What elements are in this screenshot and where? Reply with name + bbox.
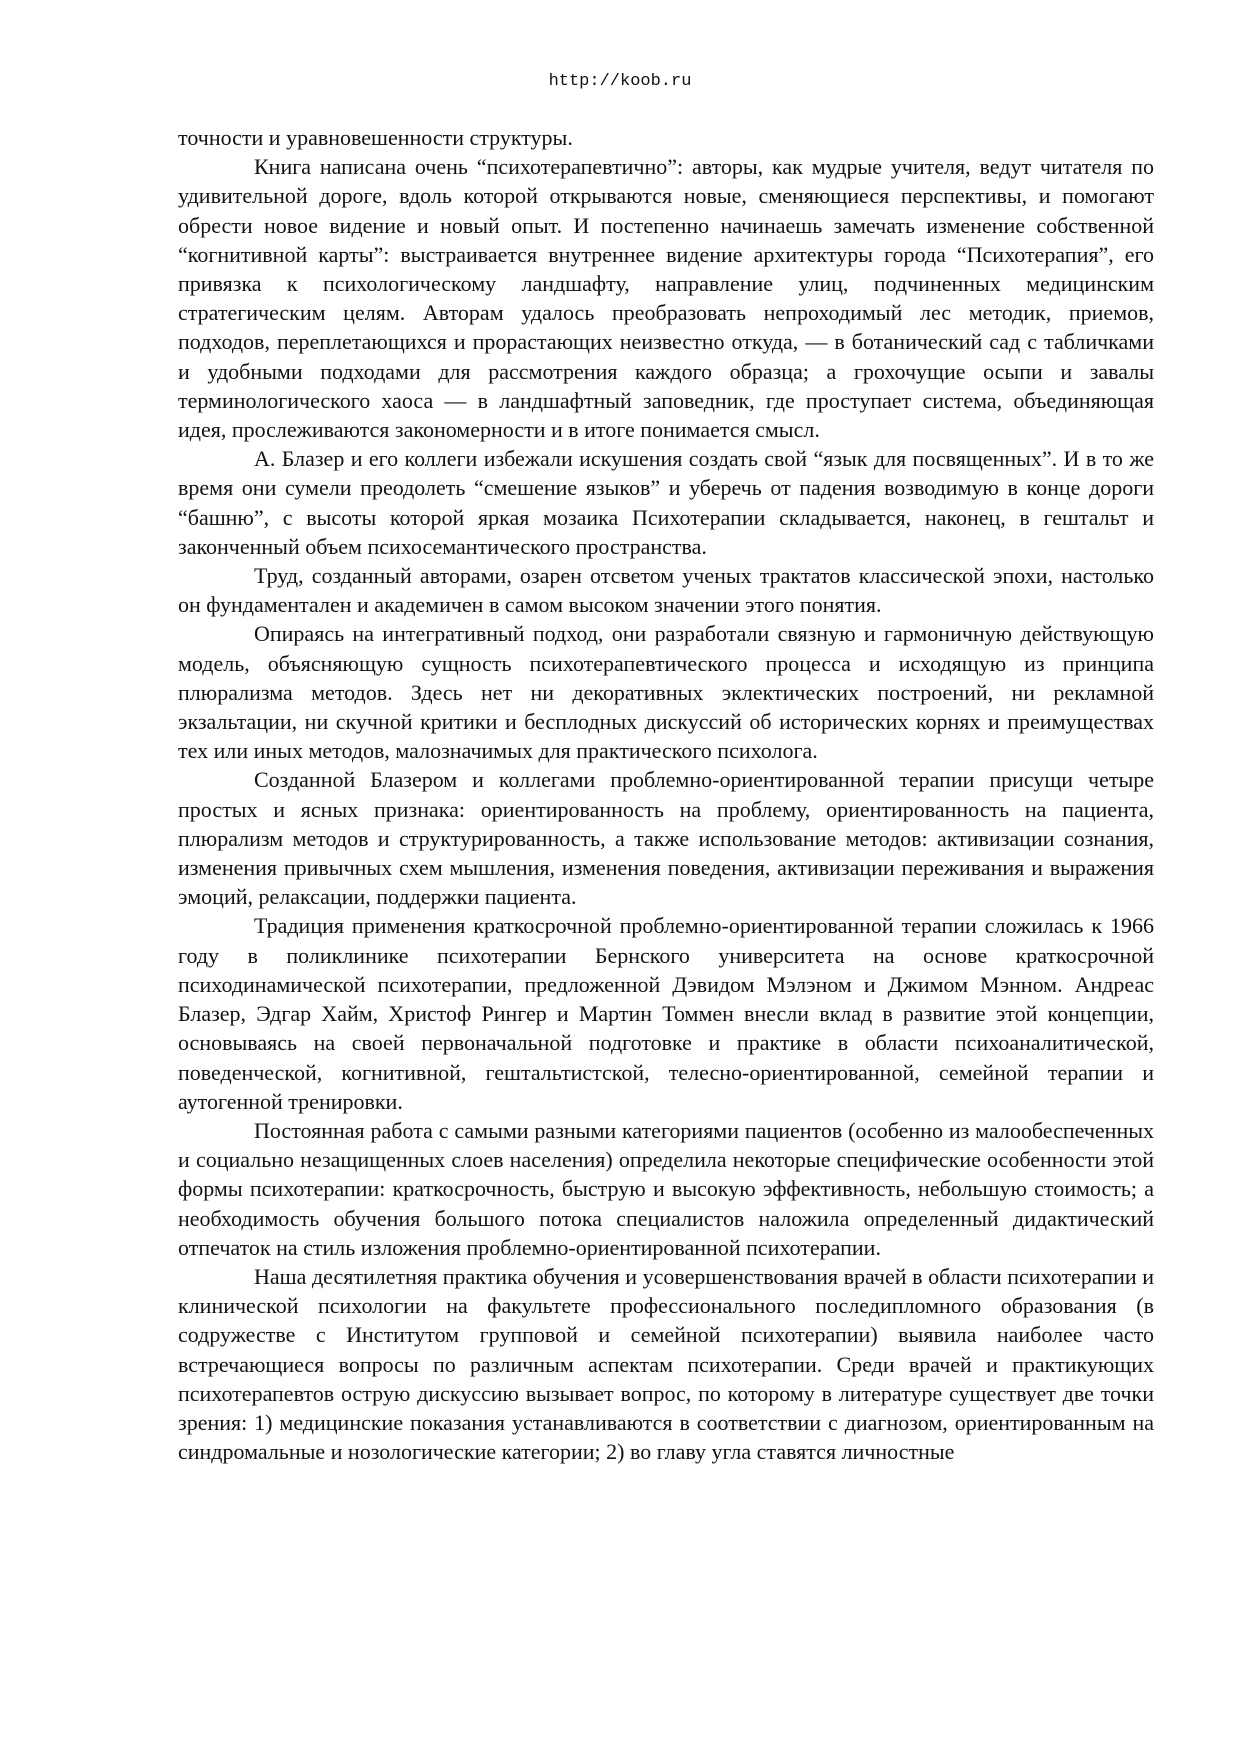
header-url: http://koob.ru — [548, 72, 692, 91]
document-body — [178, 123, 1154, 1466]
paragraph: Постоянная работа с самыми разными категориями пациентов (особенно из малообеспеченных и социально незащищенных слоев населения) определила некоторые специфические особенности этой формы психотерапии: краткосрочность, быструю и высокую эффективность, небольшую стоимость; а необходимость обучения большого потока специалистов наложила определенный дидактический отпечаток на стиль изложения проблемно-ориентированной психотерапии. — [178, 1117, 1154, 1260]
paragraph: Созданной Блазером и коллегами проблемно-ориентированной терапии присущи четыре простых и ясных признака: ориентированность на проблему, ориентированность на пациента, плюрализм методов и структурированность, а также использование методов: активизации сознания, изменения привычных схем мышления, изменения поведения, активизации переживания и выражения эмоций, релаксации, поддержки пациента. — [178, 767, 1154, 910]
paragraph-continuation: точности и уравновешенности структуры. — [178, 125, 573, 150]
paragraph: Опираясь на интегративный подход, они разработали связную и гармоничную действующую модель, объясняющую сущность психотерапевтического процесса и исходящую из принципа плюрализма методов. Здесь нет ни декоративных эклектических построений, ни рекламной экзальтации, ни скучной критики и бесплодных дискуссий об исторических корнях и преимуществах тех или иных методов, малозначимых для практического психолога. — [178, 621, 1154, 764]
paragraph: Труд, созданный авторами, озарен отсветом ученых трактатов классической эпохи, настолько он фундаментален и академичен в самом высоком значении этого понятия. — [178, 563, 1154, 618]
paragraph: Книга написана очень “психотерапевтично”: авторы, как мудрые учителя, ведут читателя по удивительной дороге, вдоль которой открываются новые, сменяющиеся перспективы, и помогают обрести новое видение и новый опыт. И постепенно начинаешь замечать изменение собственной “когнитивной карты”: выстраивается внутреннее видение архитектуры города “Психотерапия”, его привязка к психологическому ландшафту, направление улиц, подчиненных медицинским стратегическим целям. Авторам удалось преобразовать непроходимый лес методик, приемов, подходов, переплетающихся и прорастающих неизвестно откуда, — в ботанический сад с табличками и удобными подходами для рассмотрения каждого образца; а грохочущие осыпи и завалы терминологического хаоса — в ландшафтный заповедник, где проступает система, объединяющая идея, прослеживаются закономерности и в итоге понимается смысл. — [178, 154, 1154, 443]
paragraph: Наша десятилетняя практика обучения и усовершенствования врачей в области психотерапии и клинической психологии на факультете профессионального последипломного образования (в содружестве с Институтом групповой и семейной психотерапии) выявила наиболее часто встречающиеся вопросы по различным аспектам психотерапии. Среди врачей и практикующих психотерапевтов острую дискуссию вызывает вопрос, по которому в литературе существует две точки зрения: 1) медицинские показания устанавливаются в соответствии с диагнозом, ориентированным на синдромальные и нозологические категории; 2) во главу угла ставятся личностные — [178, 1263, 1154, 1465]
paragraph: А. Блазер и его коллеги избежали искушения создать свой “язык для посвященных”. И в то же время они сумели преодолеть “смешение языков” и уберечь от падения возводимую в конце дороги “башню”, с высоты которой яркая мозаика Психотерапии складывается, наконец, в гештальт и законченный объем психосемантического пространства. — [178, 446, 1154, 559]
paragraph: Традиция применения краткосрочной проблемно-ориентированной терапии сложилась к 1966 году в поликлинике психотерапии Бернского университета на основе краткосрочной психодинамической психотерапии, предложенной Дэвидом Мэлэном и Джимом Мэнном. Андреас Блазер, Эдгар Хайм, Христоф Рингер и Мартин Томмен внесли вклад в развитие этой концепции, основываясь на своей первоначальной подготовке и практике в области психоаналитической, поведенческой, когнитивной, гештальтистской, телесно-ориентированной, семейной терапии и аутогенной тренировки. — [178, 913, 1154, 1114]
